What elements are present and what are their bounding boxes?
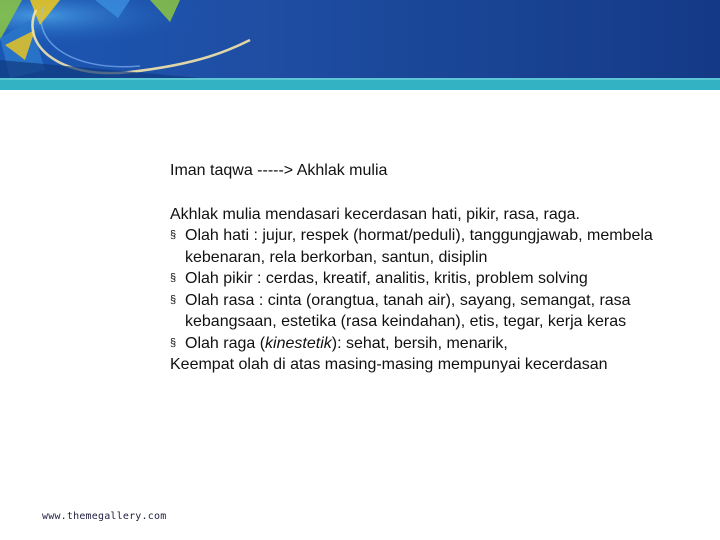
closing-text: Keempat olah di atas masing-masing mempunyai kecerdasan: [170, 356, 608, 373]
bullet-text-emphasis: kinestetik: [265, 334, 332, 352]
bullet-text: Olah hati : jujur, respek (hormat/peduli), tanggungjawab, membela kebenaran, rela berkorban, santun, disiplin: [185, 227, 653, 266]
bullet-text: Olah pikir : cerdas, kreatif, analitis, kritis, problem solving: [185, 270, 588, 287]
footer-url: www.themegallery.com: [42, 511, 167, 522]
bullet-text-suffix: ): sehat, bersih, menarik,: [331, 334, 508, 352]
bullet-marker-icon: §: [170, 293, 177, 306]
slide-content: [170, 160, 690, 376]
header-banner: [0, 0, 720, 90]
bullet-marker-icon: §: [170, 229, 177, 241]
list-item: [170, 268, 690, 290]
bullet-text: Olah rasa : cinta (orangtua, tanah air), sayang, semangat, rasa kebangsaan, estetika (rasa keindahan), etis, tegar, kerja keras: [185, 291, 631, 330]
list-item: [170, 225, 690, 268]
bullet-text-prefix: Olah raga (: [185, 334, 266, 352]
intro-text: Akhlak mulia mendasari kecerdasan hati, pikir, rasa, raga.: [170, 205, 580, 223]
bullet-marker-icon: §: [170, 272, 177, 284]
slide-heading: Iman taqwa -----> Akhlak mulia: [170, 162, 388, 179]
banner-graphic: [0, 0, 720, 90]
list-item: [170, 333, 690, 355]
bullet-list: [170, 225, 690, 354]
bullet-marker-icon: §: [170, 336, 177, 349]
list-item: [170, 290, 690, 333]
